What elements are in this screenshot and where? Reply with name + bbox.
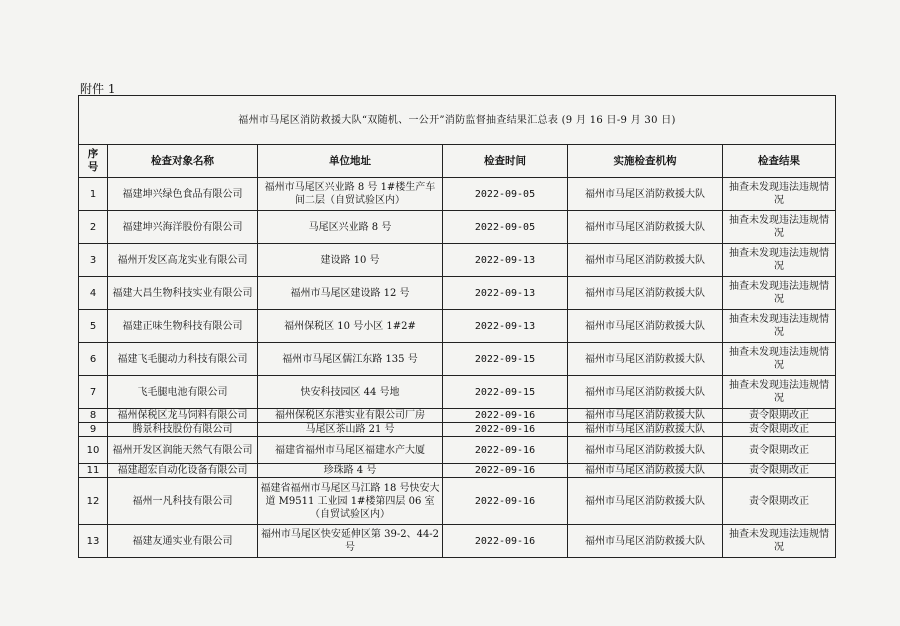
cell-seq: 2 (79, 211, 108, 244)
cell-agency: 福州市马尾区消防救援大队 (568, 478, 723, 525)
cell-seq: 13 (79, 525, 108, 558)
cell-result: 抽查未发现违法违规情况 (723, 525, 836, 558)
cell-address: 珍珠路 4 号 (258, 464, 443, 478)
cell-agency: 福州市马尾区消防救援大队 (568, 409, 723, 423)
cell-agency: 福州市马尾区消防救援大队 (568, 423, 723, 437)
cell-seq: 5 (79, 310, 108, 343)
cell-agency: 福州市马尾区消防救援大队 (568, 178, 723, 211)
cell-address: 福州市马尾区儒江东路 135 号 (258, 343, 443, 376)
cell-agency: 福州市马尾区消防救援大队 (568, 525, 723, 558)
inspection-results-table (78, 95, 836, 558)
cell-agency: 福州市马尾区消防救援大队 (568, 437, 723, 464)
cell-time: 2022-09-16 (443, 464, 568, 478)
cell-result: 责令限期改正 (723, 478, 836, 525)
cell-seq: 8 (79, 409, 108, 423)
cell-time: 2022-09-13 (443, 244, 568, 277)
cell-name: 福建正味生物科技有限公司 (108, 310, 258, 343)
cell-time: 2022-09-15 (443, 376, 568, 409)
table-row (79, 178, 836, 211)
cell-name: 福州开发区润能天然气有限公司 (108, 437, 258, 464)
cell-result: 责令限期改正 (723, 464, 836, 478)
table-row (79, 244, 836, 277)
cell-address: 快安科技园区 44 号地 (258, 376, 443, 409)
cell-time: 2022-09-05 (443, 211, 568, 244)
cell-result: 抽查未发现违法违规情况 (723, 178, 836, 211)
cell-name: 福州开发区高龙实业有限公司 (108, 244, 258, 277)
cell-seq: 9 (79, 423, 108, 437)
cell-agency: 福州市马尾区消防救援大队 (568, 343, 723, 376)
cell-seq: 7 (79, 376, 108, 409)
header-seq: 序号 (79, 145, 108, 178)
cell-result: 抽查未发现违法违规情况 (723, 211, 836, 244)
cell-agency: 福州市马尾区消防救援大队 (568, 211, 723, 244)
cell-address: 福州市马尾区建设路 12 号 (258, 277, 443, 310)
cell-time: 2022-09-05 (443, 178, 568, 211)
header-name: 检查对象名称 (108, 145, 258, 178)
cell-seq: 10 (79, 437, 108, 464)
table-row (79, 343, 836, 376)
cell-result: 抽查未发现违法违规情况 (723, 244, 836, 277)
table-row (79, 376, 836, 409)
header-address: 单位地址 (258, 145, 443, 178)
cell-time: 2022-09-15 (443, 343, 568, 376)
table-row (79, 464, 836, 478)
cell-time: 2022-09-13 (443, 310, 568, 343)
cell-address: 马尾区兴业路 8 号 (258, 211, 443, 244)
cell-seq: 4 (79, 277, 108, 310)
table-body (79, 178, 836, 558)
table-row (79, 478, 836, 525)
cell-seq: 1 (79, 178, 108, 211)
cell-time: 2022-09-16 (443, 437, 568, 464)
cell-seq: 11 (79, 464, 108, 478)
cell-result: 抽查未发现违法违规情况 (723, 343, 836, 376)
table-row (79, 423, 836, 437)
table-row (79, 310, 836, 343)
table-row (79, 409, 836, 423)
attachment-label: 附件 1 (80, 82, 116, 96)
cell-result: 抽查未发现违法违规情况 (723, 376, 836, 409)
cell-name: 福建坤兴绿色食品有限公司 (108, 178, 258, 211)
cell-result: 责令限期改正 (723, 437, 836, 464)
cell-agency: 福州市马尾区消防救援大队 (568, 244, 723, 277)
cell-time: 2022-09-16 (443, 478, 568, 525)
cell-seq: 12 (79, 478, 108, 525)
cell-address: 福州市马尾区快安延伸区第 39-2、44-2 号 (258, 525, 443, 558)
cell-time: 2022-09-16 (443, 525, 568, 558)
cell-agency: 福州市马尾区消防救援大队 (568, 376, 723, 409)
header-result: 检查结果 (723, 145, 836, 178)
cell-name: 福建坤兴海洋股份有限公司 (108, 211, 258, 244)
table-row (79, 525, 836, 558)
cell-agency: 福州市马尾区消防救援大队 (568, 464, 723, 478)
cell-time: 2022-09-16 (443, 409, 568, 423)
cell-result: 责令限期改正 (723, 423, 836, 437)
cell-seq: 3 (79, 244, 108, 277)
cell-name: 福建超宏自动化设备有限公司 (108, 464, 258, 478)
cell-time: 2022-09-13 (443, 277, 568, 310)
table-row (79, 211, 836, 244)
cell-agency: 福州市马尾区消防救援大队 (568, 277, 723, 310)
cell-result: 责令限期改正 (723, 409, 836, 423)
cell-address: 福州保税区东港实业有限公司厂房 (258, 409, 443, 423)
cell-name: 福建大昌生物科技实业有限公司 (108, 277, 258, 310)
cell-address: 福州保税区 10 号小区 1#2# (258, 310, 443, 343)
cell-address: 建设路 10 号 (258, 244, 443, 277)
header-time: 检查时间 (443, 145, 568, 178)
cell-address: 福建省福州市马尾区福建水产大厦 (258, 437, 443, 464)
cell-seq: 6 (79, 343, 108, 376)
cell-result: 抽查未发现违法违规情况 (723, 310, 836, 343)
header-agency: 实施检查机构 (568, 145, 723, 178)
cell-address: 福建省福州市马尾区马江路 18 号快安大道 M9511 工业园 1#楼第四层 06 室（自贸试验区内） (258, 478, 443, 525)
cell-agency: 福州市马尾区消防救援大队 (568, 310, 723, 343)
cell-name: 福建飞毛腿动力科技有限公司 (108, 343, 258, 376)
table-row (79, 277, 836, 310)
cell-name: 福州保税区龙马饲料有限公司 (108, 409, 258, 423)
cell-result: 抽查未发现违法违规情况 (723, 277, 836, 310)
cell-name: 福州一凡科技有限公司 (108, 478, 258, 525)
cell-time: 2022-09-16 (443, 423, 568, 437)
cell-name: 飞毛腿电池有限公司 (108, 376, 258, 409)
table-title: 福州市马尾区消防救援大队“双随机、一公开”消防监督抽查结果汇总表 (9 月 16 日-9 月 30 日) (79, 96, 836, 145)
cell-address: 马尾区茶山路 21 号 (258, 423, 443, 437)
cell-name: 腾景科技股份有限公司 (108, 423, 258, 437)
table-row (79, 437, 836, 464)
cell-address: 福州市马尾区兴业路 8 号 1#楼生产车间二层（自贸试验区内） (258, 178, 443, 211)
cell-name: 福建友通实业有限公司 (108, 525, 258, 558)
